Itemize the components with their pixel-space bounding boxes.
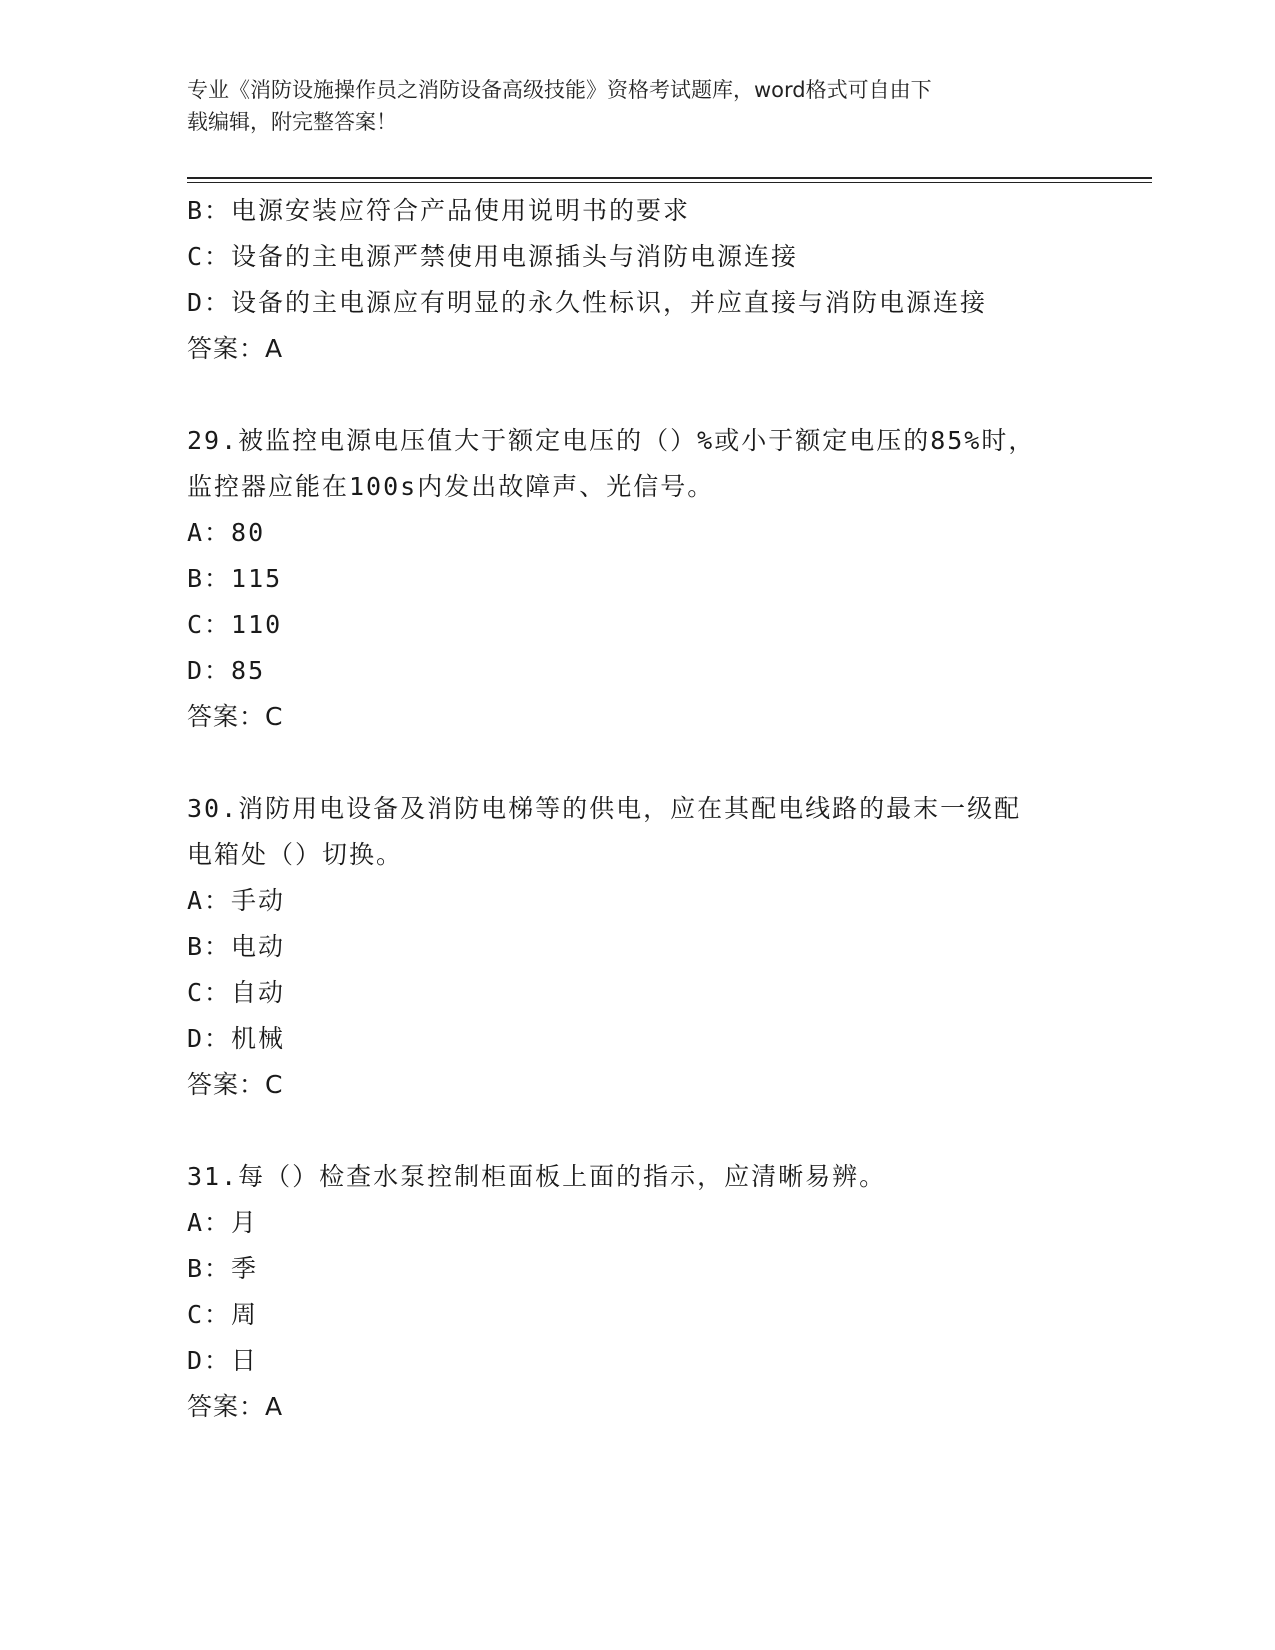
document-header: [187, 74, 1067, 138]
option-d: D：日: [187, 1346, 259, 1375]
question-stem-line-2: 监控器应能在100s内发出故障声、光信号。: [187, 472, 715, 501]
answer-line: 答案：A: [187, 1392, 284, 1421]
question-stem-line-1: 30.消防用电设备及消防电梯等的供电，应在其配电线路的最末一级配: [187, 794, 1022, 823]
question-29: [187, 418, 1127, 740]
answer-line: 答案：C: [187, 1070, 284, 1099]
option-b: B：115: [187, 564, 283, 593]
option-c: C：自动: [187, 978, 286, 1007]
option-a: A：手动: [187, 886, 286, 915]
option-c: C：周: [187, 1300, 259, 1329]
option-b: B：季: [187, 1254, 259, 1283]
header-rule-thick: [187, 177, 1152, 179]
option-b: B：电源安装应符合产品使用说明书的要求: [187, 196, 691, 225]
option-d: D：设备的主电源应有明显的永久性标识，并应直接与消防电源连接: [187, 288, 988, 317]
question-stem-line-1: 31.每（）检查水泵控制柜面板上面的指示，应清晰易辨。: [187, 1162, 887, 1191]
header-line-1: 专业《消防设施操作员之消防设备高级技能》资格考试题库，word格式可自由下: [187, 78, 932, 102]
question-stem-line-2: 电箱处（）切换。: [187, 840, 404, 869]
spacer: [187, 1108, 1127, 1154]
option-d: D：85: [187, 656, 266, 685]
option-c: C：110: [187, 610, 283, 639]
prev-question-block: [187, 188, 1127, 372]
question-31: [187, 1154, 1127, 1430]
question-stem-line-1: 29.被监控电源电压值大于额定电压的（）%或小于额定电压的85%时，: [187, 426, 1036, 455]
spacer: [187, 372, 1127, 418]
option-c: C：设备的主电源严禁使用电源插头与消防电源连接: [187, 242, 799, 271]
header-line-2: 载编辑，附完整答案！: [187, 110, 397, 134]
option-d: D：机械: [187, 1024, 286, 1053]
option-a: A：80: [187, 518, 266, 547]
option-a: A：月: [187, 1208, 259, 1237]
question-list: [187, 188, 1127, 1430]
option-b: B：电动: [187, 932, 286, 961]
question-30: [187, 786, 1127, 1108]
header-rule-thin: [187, 182, 1152, 183]
spacer: [187, 740, 1127, 786]
answer-line: 答案：A: [187, 334, 284, 363]
answer-line: 答案：C: [187, 702, 284, 731]
